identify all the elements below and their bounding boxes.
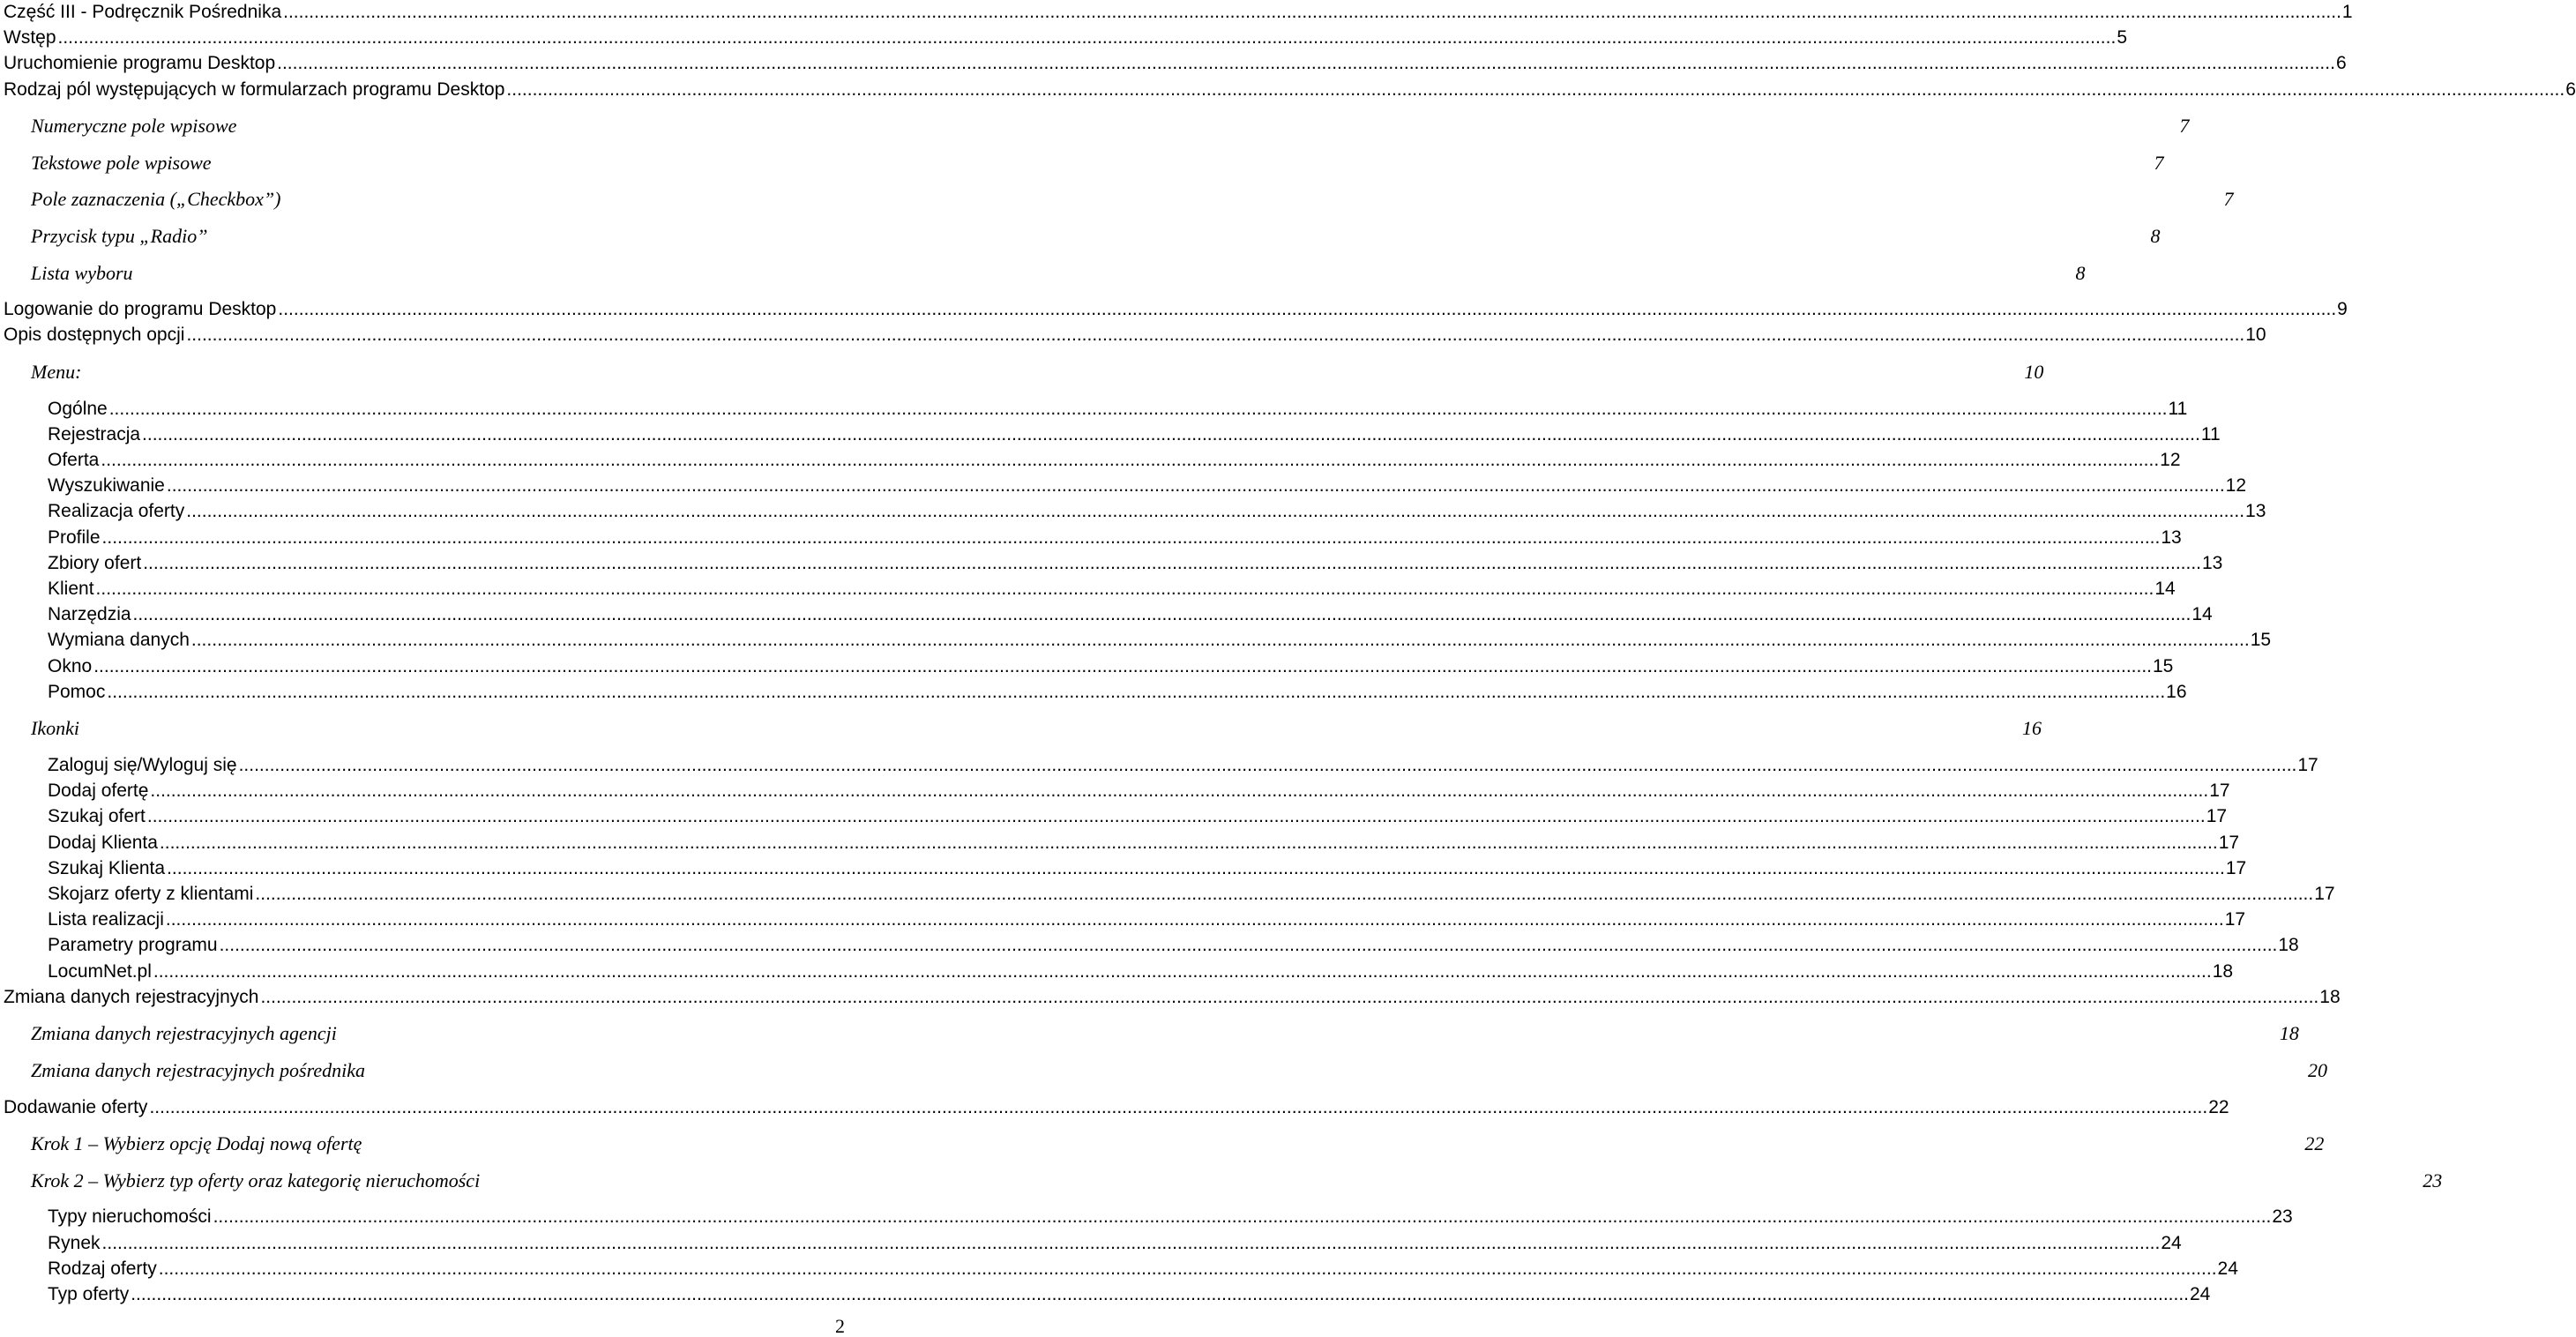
toc-entry-title: Dodaj ofertę bbox=[48, 781, 149, 802]
dot-leader: ................................................................................................................................................................................................................................................................................................................................................................................................................ bbox=[186, 325, 2245, 346]
toc-entry[interactable] bbox=[48, 474, 2247, 498]
toc-entry[interactable] bbox=[4, 985, 2341, 1010]
toc-entry-page: 14 bbox=[2154, 579, 2176, 599]
toc-entry-page: 12 bbox=[2160, 450, 2181, 470]
toc-entry-title: Część III - Podręcznik Pośrednika bbox=[4, 2, 282, 22]
toc-entry-page: 7 bbox=[2154, 151, 2164, 174]
toc-entry-title: Rodzaj pól występujących w formularzach programu Desktop bbox=[4, 78, 505, 100]
toc-entry-title: Szukaj ofert bbox=[48, 806, 146, 827]
toc-entry-title: Uruchomienie programu Desktop bbox=[4, 53, 276, 74]
toc-entry-title: Krok 1 – Wybierz opcję Dodaj nową ofertę bbox=[31, 1132, 362, 1155]
toc-entry-page: 13 bbox=[2202, 552, 2223, 573]
toc-entry-page: 14 bbox=[2191, 604, 2213, 625]
toc-entry-title: Rynek bbox=[48, 1232, 101, 1253]
toc-entry-page: 20 bbox=[2308, 1059, 2328, 1081]
toc-entry[interactable] bbox=[48, 960, 2234, 984]
toc-entry-title: Lista realizacji bbox=[48, 909, 164, 930]
toc-entry[interactable] bbox=[4, 323, 2266, 347]
toc-entry-page: 17 bbox=[2225, 857, 2247, 878]
toc-entry-page: 18 bbox=[2278, 935, 2299, 956]
toc-entry[interactable] bbox=[48, 882, 2335, 907]
dot-leader: ................................................................................................................................................................................................................................................................................................................................................................................................................ bbox=[260, 986, 2319, 1007]
toc-entry[interactable] bbox=[31, 114, 2190, 138]
toc-entry[interactable] bbox=[48, 856, 2247, 881]
toc-entry[interactable] bbox=[48, 1257, 2238, 1281]
toc-entry-page: 23 bbox=[2272, 1206, 2293, 1228]
dot-leader: ................................................................................................................................................................................................................................................................................................................................................................................................................ bbox=[101, 450, 2160, 470]
toc-entry-title: Szukaj Klienta bbox=[48, 857, 166, 878]
toc-entry-page: 17 bbox=[2209, 781, 2230, 802]
toc-entry-title: LocumNet.pl bbox=[48, 960, 152, 982]
toc-entry-title: Parametry programu bbox=[48, 935, 218, 956]
toc-entry-page: 15 bbox=[2153, 655, 2174, 676]
dot-leader: ................................................................................................................................................................................................................................................................................................................................................................................................................ bbox=[143, 552, 2201, 573]
dot-leader: ................................................................................................................................................................................................................................................................................................................................................................................................................ bbox=[108, 398, 2168, 419]
toc-entry[interactable] bbox=[48, 753, 2318, 778]
dot-leader: ................................................................................................................................................................................................................................................................................................................................................................................................................ bbox=[186, 501, 2245, 522]
toc-entry-title: Rodzaj oferty bbox=[48, 1258, 157, 1279]
toc-entry[interactable] bbox=[31, 716, 2042, 741]
toc-entry-title: Typ oferty bbox=[48, 1284, 130, 1304]
toc-entry-title: Narzędzia bbox=[48, 604, 131, 625]
page-number: 2 bbox=[835, 1315, 845, 1337]
toc-entry[interactable] bbox=[4, 51, 2347, 76]
toc-entry-title: Okno bbox=[48, 655, 93, 676]
toc-entry[interactable] bbox=[4, 0, 2353, 25]
toc-entry-page: 17 bbox=[2206, 806, 2228, 827]
dot-leader: ................................................................................................................................................................................................................................................................................................................................................................................................................ bbox=[283, 2, 2341, 22]
dot-leader: ................................................................................................................................................................................................................................................................................................................................................................................................................ bbox=[101, 1232, 2161, 1253]
toc-entry-page: 13 bbox=[2161, 527, 2182, 548]
toc-entry-title: Zmiana danych rejestracyjnych agencji bbox=[31, 1022, 337, 1045]
toc-entry[interactable] bbox=[48, 933, 2299, 958]
toc-entry-title: Wymiana danych bbox=[48, 630, 190, 651]
toc-entry-title: Opis dostępnych opcji bbox=[4, 325, 185, 346]
toc-entry[interactable] bbox=[48, 779, 2230, 803]
dot-leader: ................................................................................................................................................................................................................................................................................................................................................................................................................ bbox=[167, 857, 2225, 878]
toc-entry-page: 15 bbox=[2250, 630, 2272, 651]
toc-entry[interactable] bbox=[4, 26, 2127, 50]
toc-entry[interactable] bbox=[48, 654, 2174, 679]
toc-entry-page: 8 bbox=[2150, 225, 2161, 247]
toc-entry-page: 22 bbox=[2304, 1132, 2325, 1155]
dot-leader: ................................................................................................................................................................................................................................................................................................................................................................................................................ bbox=[277, 53, 2335, 74]
toc-entry-page: 18 bbox=[2279, 1022, 2299, 1045]
toc-entry[interactable] bbox=[4, 297, 2348, 322]
toc-entry-title: Pomoc bbox=[48, 681, 106, 702]
dot-leader: ................................................................................................................................................................................................................................................................................................................................................................................................................ bbox=[159, 832, 2218, 853]
toc-entry[interactable] bbox=[48, 1282, 2211, 1307]
dot-leader: ................................................................................................................................................................................................................................................................................................................................................................................................................ bbox=[190, 630, 2250, 651]
toc-entry-title: Zmiana danych rejestracyjnych bbox=[4, 986, 259, 1007]
dot-leader: ................................................................................................................................................................................................................................................................................................................................................................................................................ bbox=[153, 960, 2212, 982]
toc-entry-title: Numeryczne pole wpisowe bbox=[31, 115, 237, 138]
toc-entry-title: Menu: bbox=[31, 361, 82, 383]
toc-entry-title: Przycisk typu „Radio” bbox=[31, 225, 208, 247]
dot-leader: ................................................................................................................................................................................................................................................................................................................................................................................................................ bbox=[506, 78, 2565, 100]
toc-entry-title: Tekstowe pole wpisowe bbox=[31, 151, 212, 174]
toc-entry[interactable] bbox=[48, 577, 2176, 601]
dot-leader: ................................................................................................................................................................................................................................................................................................................................................................................................................ bbox=[107, 681, 2166, 702]
toc-entry-page: 16 bbox=[2021, 717, 2042, 740]
toc-entry-title: Ikonki bbox=[31, 717, 79, 740]
toc-entry[interactable] bbox=[48, 551, 2223, 576]
toc-entry-title: Dodaj Klienta bbox=[48, 832, 158, 853]
toc-entry-title: Lista wyboru bbox=[31, 261, 133, 284]
toc-entry-page: 18 bbox=[2319, 986, 2341, 1007]
dot-leader: ................................................................................................................................................................................................................................................................................................................................................................................................................ bbox=[142, 423, 2200, 444]
toc-entry-page: 24 bbox=[2190, 1284, 2211, 1304]
toc-entry[interactable] bbox=[31, 1132, 2325, 1156]
toc-entry-page: 6 bbox=[2565, 78, 2576, 100]
toc-entry[interactable] bbox=[31, 261, 2086, 286]
toc-entry-page: 7 bbox=[2223, 188, 2234, 211]
toc-entry-page: 1 bbox=[2341, 2, 2353, 22]
toc-entry-page: 11 bbox=[2168, 398, 2188, 419]
toc-entry-title: Klient bbox=[48, 579, 94, 599]
toc-entry-title: Dodawanie oferty bbox=[4, 1096, 148, 1117]
toc-entry-title: Rejestracja bbox=[48, 423, 141, 444]
toc-entry-title: Ogólne bbox=[48, 398, 108, 419]
toc-entry-title: Zmiana danych rejestracyjnych pośrednika bbox=[31, 1059, 366, 1081]
dot-leader: ................................................................................................................................................................................................................................................................................................................................................................................................................ bbox=[219, 935, 2278, 956]
toc-entry-page: 16 bbox=[2166, 681, 2187, 702]
toc-entry-title: Typy nieruchomości bbox=[48, 1206, 212, 1228]
toc-entry[interactable] bbox=[31, 224, 2161, 249]
toc-entry-page: 18 bbox=[2212, 960, 2234, 982]
toc-entry[interactable] bbox=[48, 628, 2272, 653]
toc-entry-page: 5 bbox=[2117, 27, 2127, 49]
toc-entry-page: 22 bbox=[2208, 1096, 2229, 1117]
dot-leader: ................................................................................................................................................................................................................................................................................................................................................................................................................ bbox=[146, 806, 2206, 827]
toc-entry-page: 12 bbox=[2225, 475, 2247, 497]
toc-entry[interactable] bbox=[48, 680, 2187, 705]
toc-entry-title: Wstęp bbox=[4, 27, 56, 49]
toc-entry-title: Logowanie do programu Desktop bbox=[4, 299, 277, 320]
toc-entry-page: 7 bbox=[2179, 115, 2190, 138]
dot-leader: ................................................................................................................................................................................................................................................................................................................................................................................................................ bbox=[95, 579, 2154, 599]
toc-entry-page: 17 bbox=[2297, 755, 2318, 775]
toc-entry[interactable] bbox=[48, 831, 2240, 855]
toc-entry-page: 17 bbox=[2218, 832, 2240, 853]
toc-entry-page: 24 bbox=[2217, 1258, 2238, 1279]
toc-entry-title: Pole zaznaczenia („Checkbox”) bbox=[31, 188, 281, 211]
dot-leader: ................................................................................................................................................................................................................................................................................................................................................................................................................ bbox=[278, 299, 2337, 320]
toc-entry-title: Skojarz oferty z klientami bbox=[48, 884, 254, 904]
toc-entry[interactable] bbox=[48, 908, 2246, 932]
dot-leader: ................................................................................................................................................................................................................................................................................................................................................................................................................ bbox=[238, 755, 2297, 775]
dot-leader: ................................................................................................................................................................................................................................................................................................................................................................................................................ bbox=[131, 1284, 2189, 1304]
toc-entry[interactable] bbox=[4, 1095, 2229, 1120]
toc-entry-page: 13 bbox=[2245, 501, 2266, 522]
toc-entry[interactable] bbox=[31, 187, 2234, 212]
toc-entry-title: Realizacja oferty bbox=[48, 501, 185, 522]
toc-entry-title: Zaloguj się/Wyloguj się bbox=[48, 755, 237, 775]
dot-leader: ................................................................................................................................................................................................................................................................................................................................................................................................................ bbox=[166, 475, 2225, 497]
toc-entry[interactable] bbox=[31, 360, 2044, 385]
toc-entry-page: 24 bbox=[2161, 1232, 2182, 1253]
toc-entry-page: 8 bbox=[2075, 261, 2086, 284]
toc-entry[interactable] bbox=[31, 1169, 2443, 1193]
toc-entry-page: 11 bbox=[2200, 423, 2221, 444]
toc-entry-title: Zbiory ofert bbox=[48, 552, 142, 573]
toc-entry-page: 10 bbox=[2245, 325, 2266, 346]
toc-entry[interactable] bbox=[48, 602, 2213, 627]
dot-leader: ................................................................................................................................................................................................................................................................................................................................................................................................................ bbox=[101, 527, 2161, 548]
dot-leader: ................................................................................................................................................................................................................................................................................................................................................................................................................ bbox=[93, 655, 2152, 676]
dot-leader: ................................................................................................................................................................................................................................................................................................................................................................................................................ bbox=[150, 781, 2209, 802]
toc-entry-page: 6 bbox=[2335, 53, 2347, 74]
toc-entry[interactable] bbox=[48, 526, 2182, 550]
toc-entry-page: 17 bbox=[2314, 884, 2335, 904]
toc-entry-page: 23 bbox=[2423, 1169, 2443, 1191]
toc-entry[interactable] bbox=[48, 499, 2266, 524]
toc-entry-page: 9 bbox=[2337, 299, 2348, 320]
dot-leader: ................................................................................................................................................................................................................................................................................................................................................................................................................ bbox=[213, 1206, 2272, 1228]
dot-leader: ................................................................................................................................................................................................................................................................................................................................................................................................................ bbox=[165, 909, 2224, 930]
dot-leader: ................................................................................................................................................................................................................................................................................................................................................................................................................ bbox=[149, 1096, 2208, 1117]
toc-entry-title: Oferta bbox=[48, 450, 100, 470]
toc-entry[interactable] bbox=[31, 1021, 2299, 1046]
toc-entry[interactable] bbox=[48, 1231, 2182, 1256]
toc-entry[interactable] bbox=[48, 397, 2188, 422]
toc-entry[interactable] bbox=[48, 1205, 2293, 1229]
toc-entry-page: 17 bbox=[2224, 909, 2246, 930]
toc-entry[interactable] bbox=[48, 448, 2181, 473]
toc-entry[interactable] bbox=[48, 804, 2228, 829]
toc-entry-page: 10 bbox=[2024, 361, 2044, 383]
toc-entry[interactable] bbox=[31, 1058, 2328, 1083]
dot-leader: ................................................................................................................................................................................................................................................................................................................................................................................................................ bbox=[158, 1258, 2217, 1279]
toc-entry[interactable] bbox=[4, 78, 2576, 102]
toc-entry-title: Profile bbox=[48, 527, 101, 548]
toc-entry[interactable] bbox=[48, 422, 2221, 447]
toc-entry[interactable] bbox=[31, 151, 2164, 176]
dot-leader: ................................................................................................................................................................................................................................................................................................................................................................................................................ bbox=[255, 884, 2314, 904]
dot-leader: ................................................................................................................................................................................................................................................................................................................................................................................................................ bbox=[57, 27, 2117, 49]
toc-entry-title: Wyszukiwanie bbox=[48, 475, 165, 497]
toc-entry-title: Krok 2 – Wybierz typ oferty oraz kategorię nieruchomości bbox=[31, 1169, 481, 1191]
dot-leader: ................................................................................................................................................................................................................................................................................................................................................................................................................ bbox=[132, 604, 2191, 625]
